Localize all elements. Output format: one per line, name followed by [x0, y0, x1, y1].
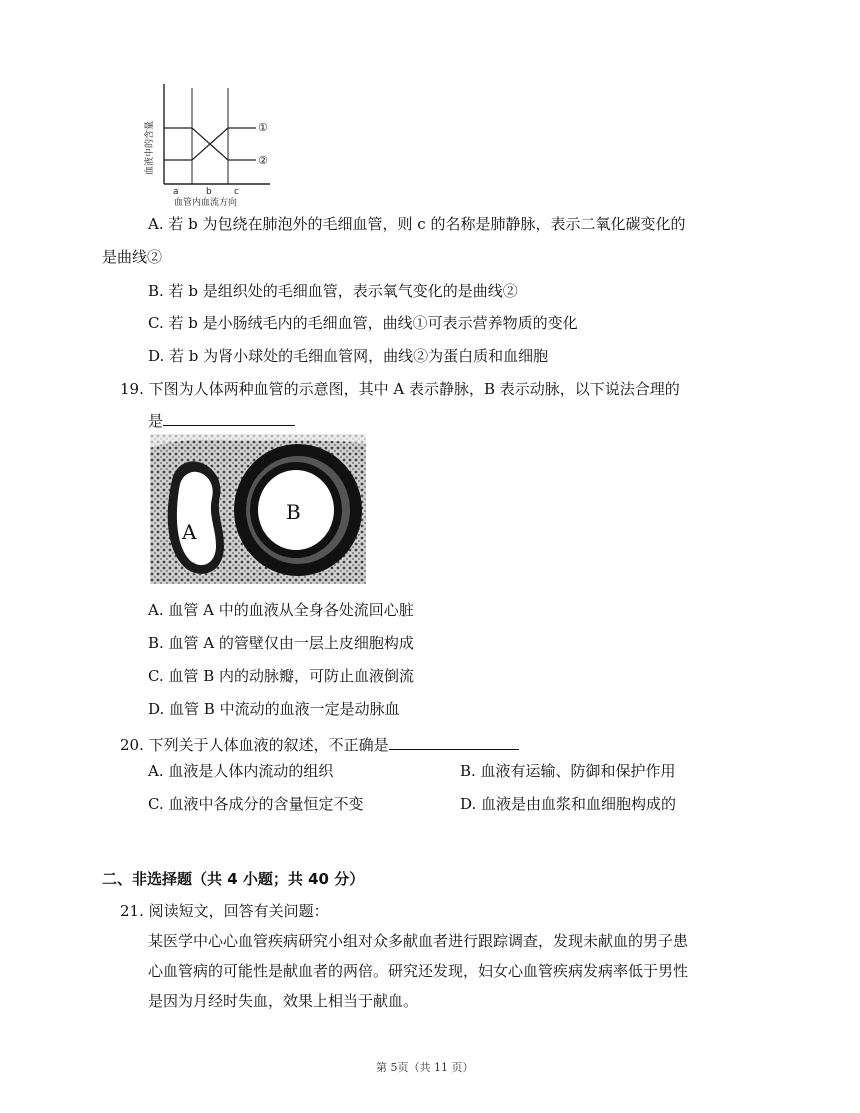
q20-option-b: B. 血液有运输、防御和保护作用 — [460, 762, 676, 780]
curve-2 — [164, 128, 256, 160]
q21-passage-line-1: 某医学中心心血管疾病研究小组对众多献血者进行跟踪调查，发现未献血的男子患 — [148, 932, 689, 950]
vessel-label-b: B — [286, 500, 301, 524]
page-footer: 第 5页（共 11 页） — [376, 1061, 474, 1074]
blood-vessel-image — [150, 434, 366, 584]
q19-stem-tail: 是 — [148, 412, 164, 430]
q18-option-d: D. 若 b 为肾小球处的毛细血管网，曲线②为蛋白质和血细胞 — [148, 347, 549, 365]
tick-a: a — [173, 187, 179, 197]
tick-c: c — [234, 187, 239, 197]
blood-content-graph — [140, 78, 290, 210]
q18-option-a-cont: 是曲线② — [102, 248, 163, 266]
q19-option-c: C. 血管 B 内的动脉瓣，可防止血液倒流 — [148, 667, 415, 685]
q21-passage-line-3: 是因为月经时失血，效果上相当于献血。 — [148, 992, 419, 1010]
answer-blank[interactable] — [163, 407, 295, 426]
curve-1-label: ① — [258, 121, 268, 134]
q20-stem — [120, 731, 519, 757]
section-2-title: 二、非选择题（共 4 小题；共 40 分） — [102, 870, 365, 888]
q21-passage-line-2: 心血管病的可能性是献血者的两倍。研究还发现，妇女心血管疾病发病率低于男性 — [148, 962, 689, 980]
q18-option-a: A. 若 b 为包绕在肺泡外的毛细血管，则 c 的名称是肺静脉，表示二氧化碳变化的 — [148, 215, 686, 233]
curve-2-label: ② — [258, 154, 268, 167]
graph-xlabel: 血管内血流方向 — [174, 198, 238, 208]
vessel-label-a: A — [182, 520, 197, 544]
graph-ylabel: 血液中的含量 — [145, 120, 155, 176]
q20-stem-text: 20. 下列关于人体血液的叙述，不正确是 — [120, 736, 389, 754]
q19-stem: 19. 下图为人体两种血管的示意图，其中 A 表示静脉，B 表示动脉，以下说法合理的 — [120, 380, 680, 398]
q19-option-d: D. 血管 B 中流动的血液一定是动脉血 — [148, 700, 400, 718]
q19-option-a: A. 血管 A 中的血液从全身各处流回心脏 — [148, 601, 414, 619]
q20-option-c: C. 血液中各成分的含量恒定不变 — [148, 795, 364, 813]
q18-option-b: B. 若 b 是组织处的毛细血管，表示氧气变化的是曲线② — [148, 282, 518, 300]
tick-b: b — [206, 187, 212, 197]
q19-stem-cont — [148, 407, 295, 433]
answer-blank[interactable] — [389, 731, 519, 750]
q20-option-d: D. 血液是由血浆和血细胞构成的 — [460, 795, 677, 813]
q20-option-a: A. 血液是人体内流动的组织 — [148, 762, 334, 780]
q19-option-b: B. 血管 A 的管壁仅由一层上皮细胞构成 — [148, 634, 414, 652]
q18-option-c: C. 若 b 是小肠绒毛内的毛细血管，曲线①可表示营养物质的变化 — [148, 314, 578, 332]
q21-stem: 21. 阅读短文，回答有关问题： — [120, 902, 329, 920]
